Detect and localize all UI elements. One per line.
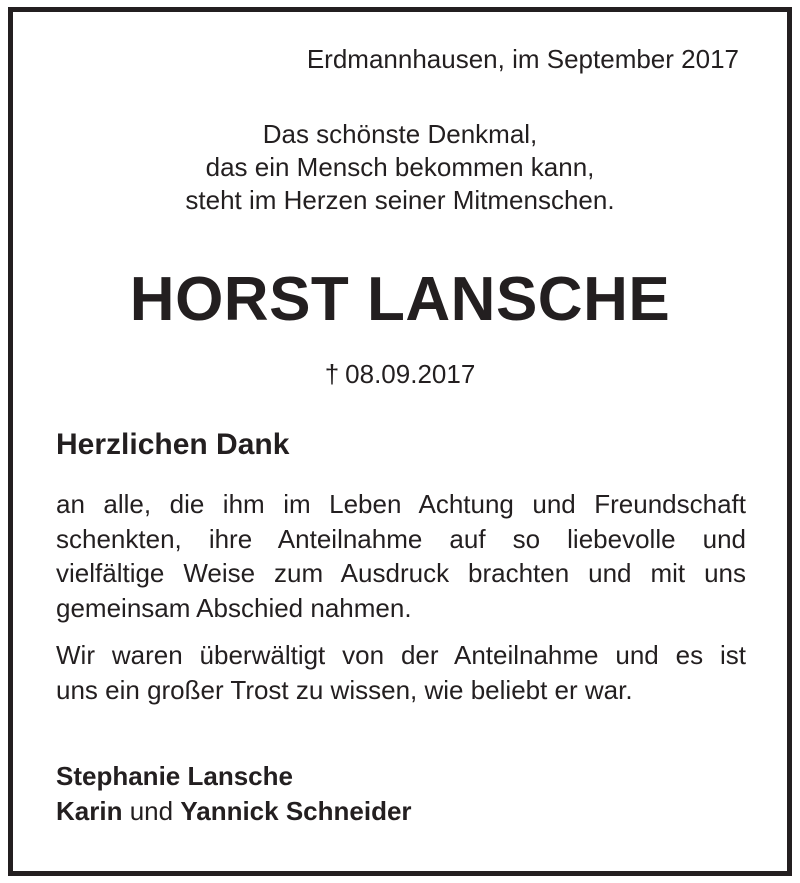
death-date-line — [13, 357, 787, 391]
quote-line: das ein Mensch bekommen kann, — [205, 152, 595, 182]
paragraph-line: an alle, die ihm im Leben Achtung und Freundschaft — [56, 489, 746, 519]
death-date: 08.09.2017 — [345, 359, 476, 389]
quote-line: Das schönste Denkmal, — [262, 119, 538, 149]
paragraph-line: uns ein großer Trost zu wissen, wie beliebt er war. — [56, 674, 633, 705]
paragraph-line: vielfältige Weise zum Ausdruck brachten und mit uns — [56, 558, 746, 588]
deceased-name: HORST LANSCHE — [129, 265, 671, 334]
obituary-notice — [8, 7, 792, 876]
dagger-icon: † — [324, 359, 340, 389]
signatory-connector: und — [129, 796, 174, 826]
quote-line: steht im Herzen seiner Mitmenschen. — [185, 185, 615, 215]
signatory-name: Karin — [56, 796, 123, 826]
dateline: Erdmannhausen, im September 2017 — [306, 44, 739, 74]
paragraph-line: Wir waren überwältigt von der Anteilnahme und es ist — [56, 640, 746, 670]
comfort-paragraph — [56, 638, 746, 707]
signatory-name: Stephanie Lansche — [56, 761, 293, 791]
signature-block — [56, 759, 412, 829]
thanks-paragraph — [56, 487, 746, 625]
signatory-line — [56, 794, 412, 829]
thanks-heading: Herzlichen Dank — [56, 428, 290, 461]
paragraph-line: gemeinsam Abschied nahmen. — [56, 592, 412, 623]
memorial-quote — [13, 118, 787, 217]
paragraph-line: schenkten, ihre Anteilnahme auf so liebevolle und — [56, 523, 746, 554]
signatory-name: Yannick Schneider — [180, 796, 412, 826]
